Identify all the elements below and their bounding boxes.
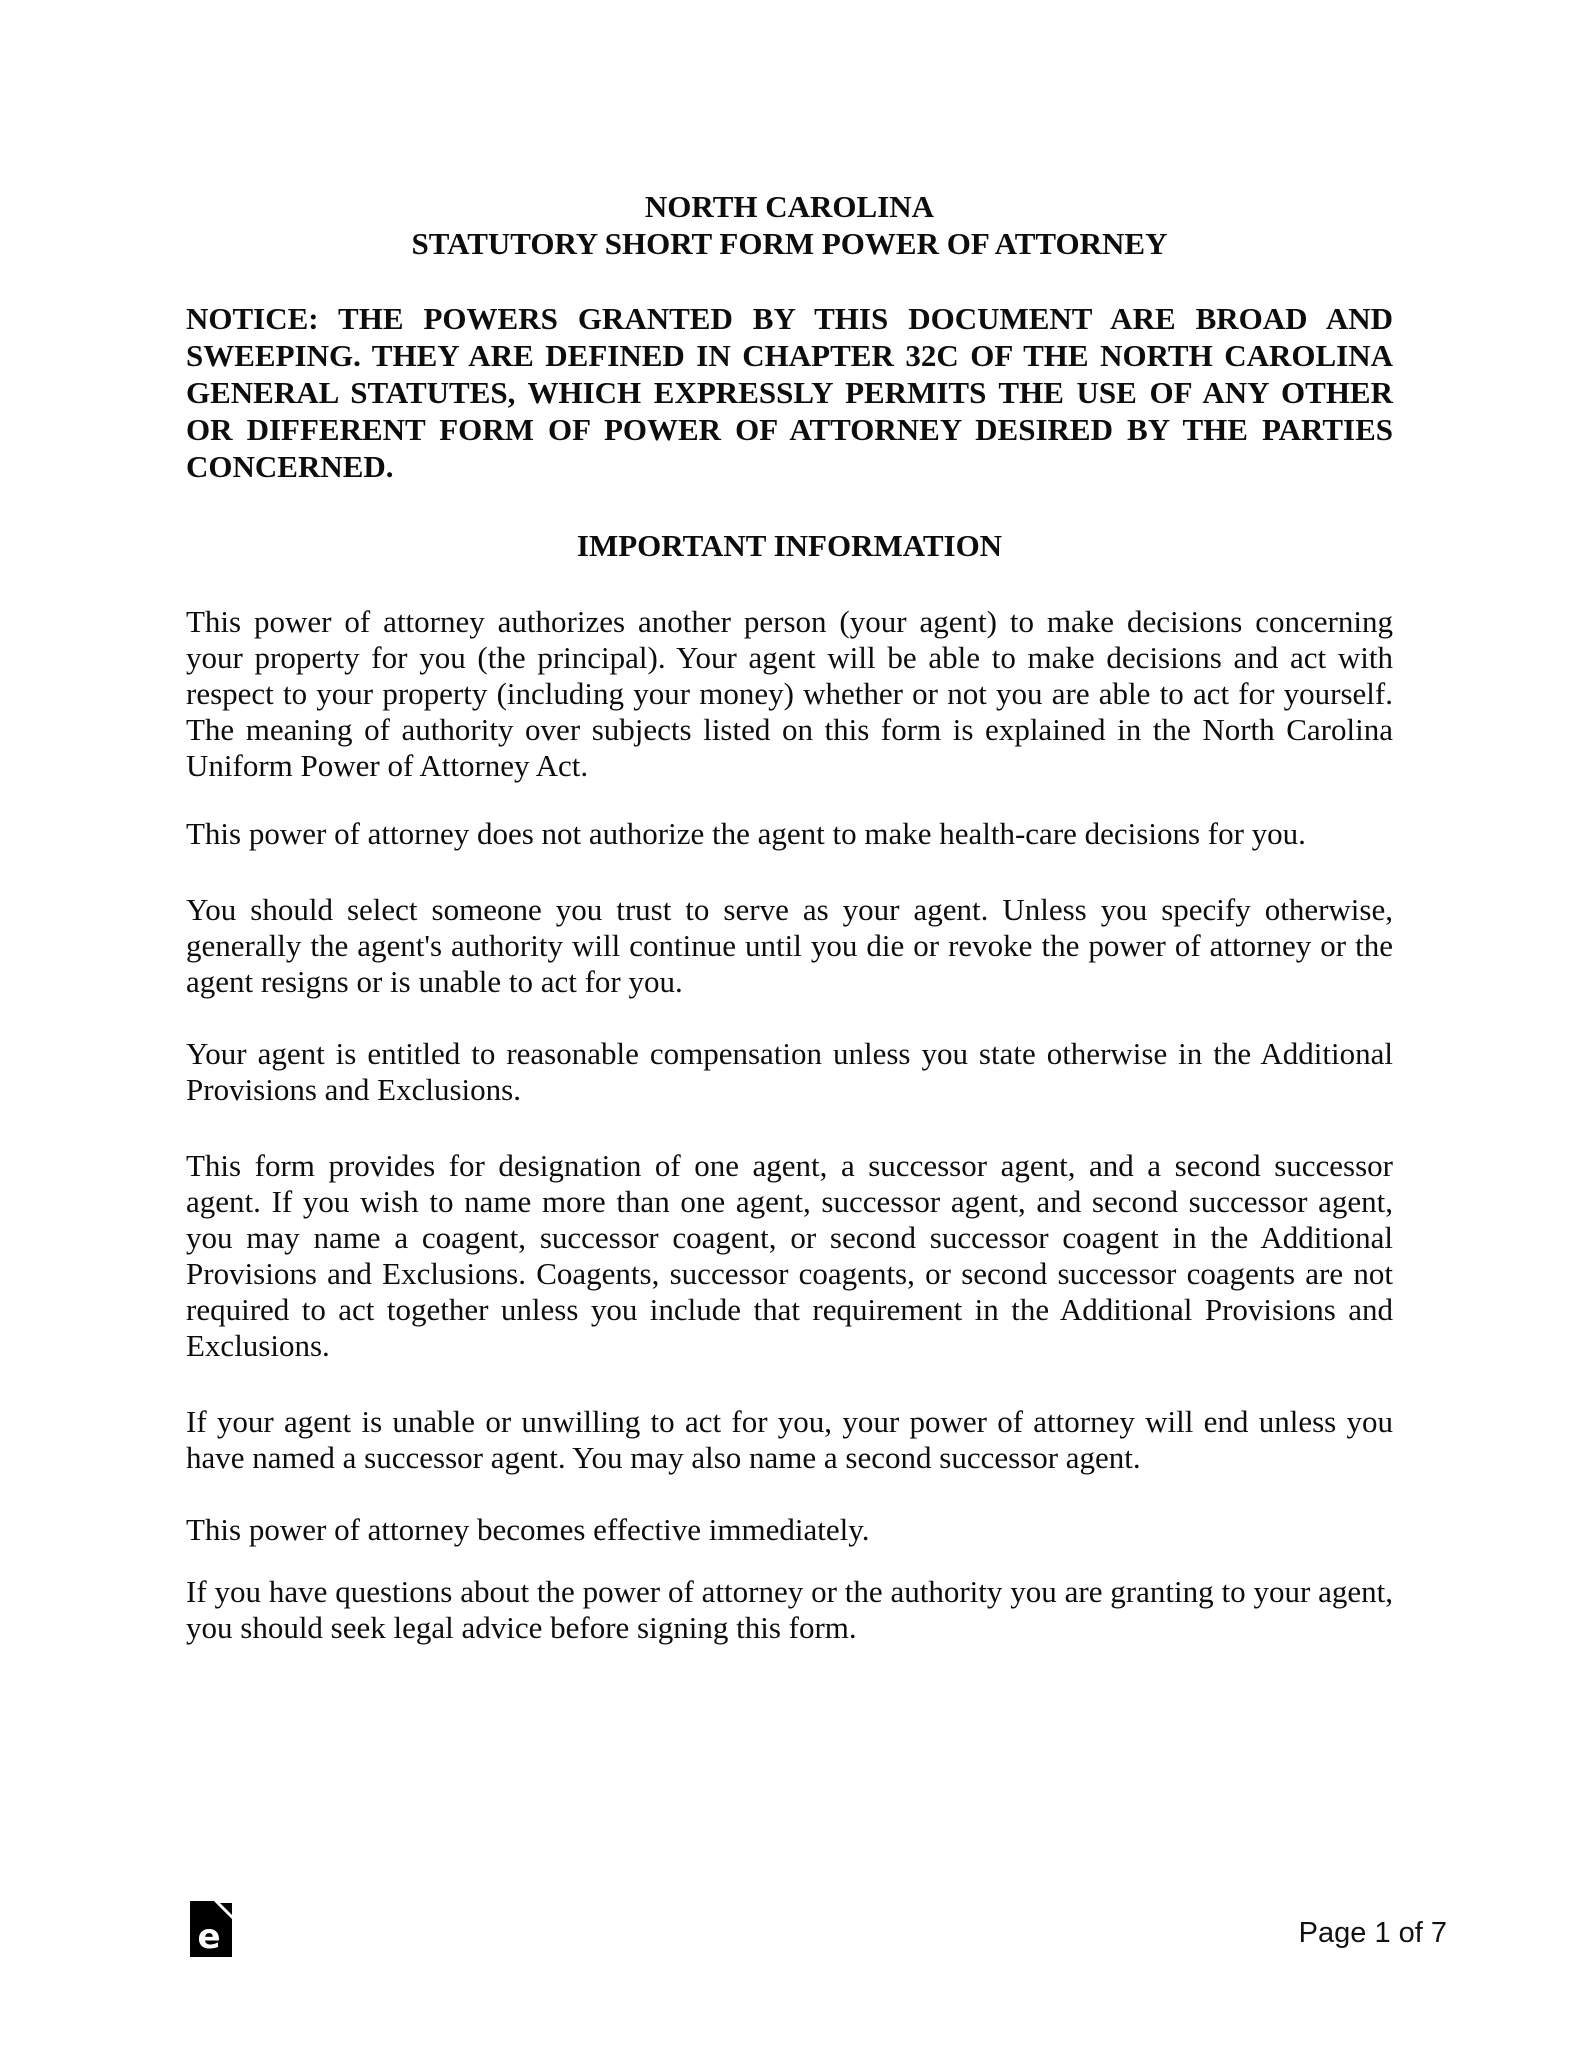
page-number-label: Page 1 of 7: [1298, 1917, 1447, 1949]
body-paragraph: This power of attorney becomes effective immediately.: [186, 1512, 870, 1547]
body-paragraph: Your agent is entitled to reasonable compensation unless you state otherwise in the Additional Provisions and Exclusions.: [186, 1036, 1393, 1107]
notice-paragraph: NOTICE: THE POWERS GRANTED BY THIS DOCUMENT ARE BROAD AND SWEEPING. THEY ARE DEFINED IN CHAPTER 32C OF THE NORTH CAROLINA GENERAL STATUTES, WHICH EXPRESSLY PERMITS THE USE OF ANY OTHER OR DIFFERENT FORM OF POWER OF ATTORNEY DESIRED BY THE PARTIES CONCERNED.: [186, 301, 1393, 484]
document-title: [186, 188, 1393, 262]
body-paragraph: If you have questions about the power of attorney or the authority you are granting to your agent, you should seek legal advice before signing this form.: [186, 1574, 1393, 1645]
body-paragraph: You should select someone you trust to serve as your agent. Unless you specify otherwise, generally the agent's authority will continue until you die or revoke the power of attorney or the agent resigns or is unable to act for you.: [186, 892, 1393, 999]
eforms-logo-icon: [190, 1901, 232, 1957]
document-page-icon: [190, 1901, 232, 1957]
body-paragraph: This power of attorney does not authorize the agent to make health-care decisions for you.: [186, 816, 1306, 851]
section-heading: IMPORTANT INFORMATION: [576, 528, 1003, 563]
title-line-1: NORTH CAROLINA: [644, 189, 935, 224]
title-line-2: STATUTORY SHORT FORM POWER OF ATTORNEY: [411, 226, 1168, 261]
body-paragraph: If your agent is unable or unwilling to act for you, your power of attorney will end unless you have named a successor agent. You may also name a second successor agent.: [186, 1404, 1393, 1475]
body-paragraph: This form provides for designation of one agent, a successor agent, and a second successor agent. If you wish to name more than one agent, successor agent, and second successor agent, you may name a coagent, successor coagent, or second successor coagent in the Additional Provisions and Exclusions. Coagents, successor coagents, or second successor coagents are not required to act together unless you include that requirement in the Additional Provisions and Exclusions.: [186, 1148, 1393, 1363]
document-content: [0, 188, 1583, 1646]
body-paragraph: This power of attorney authorizes another person (your agent) to make decisions concerning your property for you (the principal). Your agent will be able to make decisions and act with respect to your property (including your money) whether or not you are able to act for yourself. The meaning of authority over subjects listed on this form is explained in the North Carolina Uniform Power of Attorney Act.: [186, 604, 1393, 783]
logo-letter: e: [197, 1917, 221, 1957]
